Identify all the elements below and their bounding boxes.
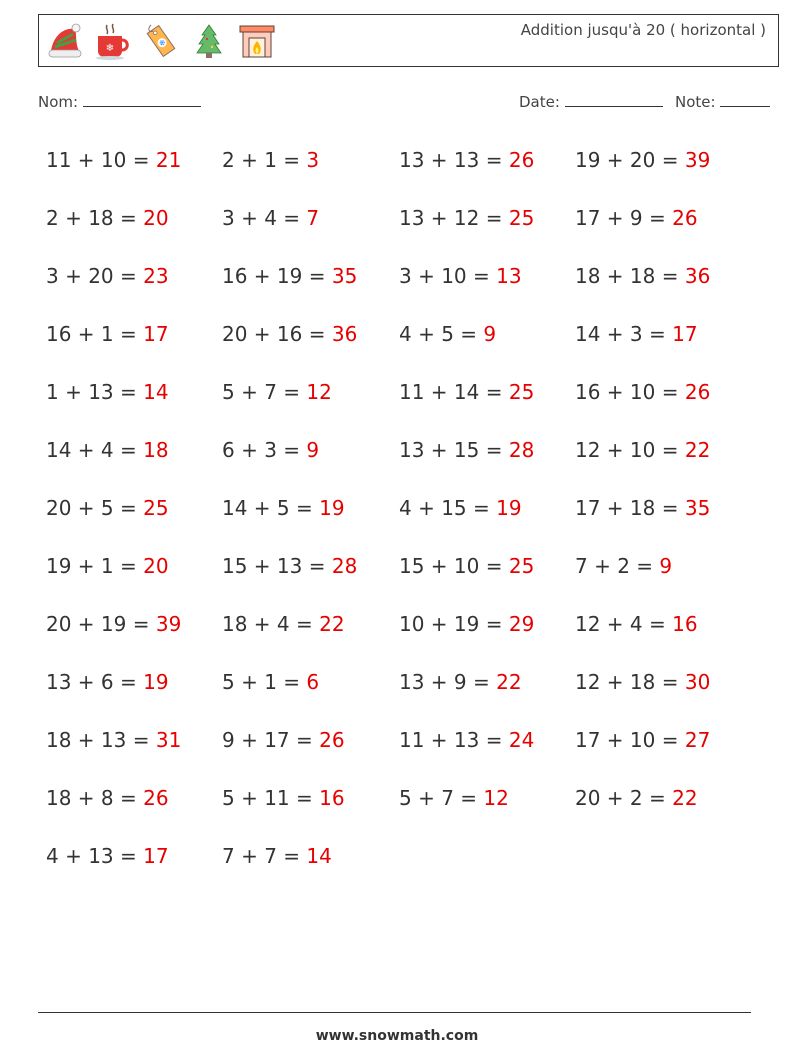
problem-answer: 39	[684, 148, 711, 172]
problem-question: 20 + 2 =	[575, 786, 666, 810]
problem-item	[222, 554, 357, 578]
date-label: Date:	[519, 93, 560, 111]
problem-answer: 18	[143, 438, 169, 462]
problem-question: 11 + 13 =	[399, 728, 503, 752]
icon-strip	[45, 21, 277, 61]
problem-answer: 13	[496, 264, 522, 288]
problem-answer: 20	[143, 206, 169, 230]
problem-answer: 22	[496, 670, 522, 694]
worksheet-title: Addition jusqu'à 20 ( horizontal )	[520, 21, 766, 39]
problem-item	[399, 786, 509, 810]
problem-question: 3 + 10 =	[399, 264, 490, 288]
problem-answer: 14	[306, 844, 332, 868]
problem-answer: 19	[143, 670, 169, 694]
problem-item	[222, 844, 332, 868]
problem-item	[46, 670, 169, 694]
problem-question: 16 + 19 =	[222, 264, 326, 288]
problem-answer: 26	[672, 206, 698, 230]
gift-tag-icon	[141, 21, 181, 61]
problem-item	[399, 438, 534, 462]
problem-item	[222, 728, 345, 752]
problem-answer: 3	[306, 148, 320, 172]
problem-item	[399, 206, 534, 230]
problem-item	[46, 612, 181, 636]
problem-question: 4 + 13 =	[46, 844, 137, 868]
santa-hat-icon	[45, 21, 85, 61]
note-blank	[720, 92, 770, 107]
problem-question: 20 + 16 =	[222, 322, 326, 346]
problem-question: 16 + 1 =	[46, 322, 137, 346]
problem-item	[575, 496, 710, 520]
problem-item	[222, 670, 319, 694]
problem-question: 2 + 18 =	[46, 206, 137, 230]
hot-cocoa-mug-icon	[93, 21, 133, 61]
problem-item	[46, 322, 169, 346]
problem-question: 11 + 14 =	[399, 380, 503, 404]
problem-answer: 17	[143, 322, 169, 346]
problem-question: 5 + 11 =	[222, 786, 313, 810]
problem-question: 13 + 15 =	[399, 438, 503, 462]
problem-item	[399, 380, 534, 404]
problem-question: 4 + 5 =	[399, 322, 478, 346]
problem-question: 12 + 18 =	[575, 670, 679, 694]
problem-answer: 30	[684, 670, 711, 694]
problem-answer: 9	[659, 554, 673, 578]
problem-question: 1 + 13 =	[46, 380, 137, 404]
problem-item	[399, 728, 534, 752]
problem-question: 19 + 20 =	[575, 148, 679, 172]
svg-text:❄: ❄	[157, 37, 168, 49]
problem-answer: 36	[684, 264, 711, 288]
problem-question: 13 + 13 =	[399, 148, 503, 172]
problem-answer: 19	[496, 496, 522, 520]
problem-answer: 27	[684, 728, 711, 752]
problem-item	[46, 438, 169, 462]
problem-item	[399, 148, 534, 172]
name-label: Nom:	[38, 93, 79, 111]
problem-item	[575, 264, 710, 288]
problem-question: 15 + 13 =	[222, 554, 326, 578]
problem-question: 5 + 7 =	[222, 380, 301, 404]
problem-item	[46, 496, 169, 520]
problem-item	[575, 786, 698, 810]
problem-item	[222, 612, 345, 636]
problem-question: 17 + 9 =	[575, 206, 666, 230]
problem-answer: 25	[508, 380, 535, 404]
problem-item	[222, 496, 345, 520]
problem-item	[575, 322, 698, 346]
note-label: Note:	[675, 93, 716, 111]
problem-answer: 9	[306, 438, 320, 462]
problem-question: 3 + 20 =	[46, 264, 137, 288]
problem-item	[575, 554, 672, 578]
problem-question: 6 + 3 =	[222, 438, 301, 462]
problem-answer: 12	[306, 380, 332, 404]
christmas-tree-icon	[189, 21, 229, 61]
problem-question: 5 + 7 =	[399, 786, 478, 810]
note-field	[675, 92, 770, 111]
fireplace-icon	[237, 21, 277, 61]
problem-answer: 9	[483, 322, 497, 346]
footer-website: www.snowmath.com	[315, 1028, 479, 1044]
problem-answer: 24	[508, 728, 535, 752]
date-field	[519, 92, 663, 111]
problem-question: 11 + 10 =	[46, 148, 150, 172]
problem-question: 18 + 4 =	[222, 612, 313, 636]
problem-item	[46, 554, 169, 578]
problem-answer: 31	[155, 728, 182, 752]
problem-item	[46, 148, 181, 172]
problem-question: 12 + 10 =	[575, 438, 679, 462]
problem-item	[575, 728, 710, 752]
problem-item	[222, 438, 319, 462]
problem-question: 13 + 12 =	[399, 206, 503, 230]
problem-question: 18 + 13 =	[46, 728, 150, 752]
problem-item	[46, 786, 169, 810]
problem-answer: 39	[155, 612, 182, 636]
problem-answer: 26	[319, 728, 345, 752]
problem-item	[575, 438, 710, 462]
problem-question: 18 + 8 =	[46, 786, 137, 810]
problem-answer: 25	[508, 554, 535, 578]
footer-divider	[38, 1012, 751, 1013]
problem-answer: 25	[143, 496, 169, 520]
problem-answer: 35	[331, 264, 358, 288]
problem-question: 14 + 3 =	[575, 322, 666, 346]
problem-answer: 28	[508, 438, 535, 462]
problem-item	[399, 670, 522, 694]
problem-item	[222, 786, 345, 810]
problem-question: 5 + 1 =	[222, 670, 301, 694]
problem-question: 7 + 2 =	[575, 554, 654, 578]
problem-item	[46, 264, 169, 288]
problem-item	[399, 496, 522, 520]
problem-question: 17 + 18 =	[575, 496, 679, 520]
problem-answer: 26	[143, 786, 169, 810]
problem-question: 13 + 9 =	[399, 670, 490, 694]
problem-answer: 26	[684, 380, 711, 404]
problem-answer: 28	[331, 554, 358, 578]
problem-item	[399, 554, 534, 578]
problem-question: 18 + 18 =	[575, 264, 679, 288]
problem-question: 10 + 19 =	[399, 612, 503, 636]
problem-question: 15 + 10 =	[399, 554, 503, 578]
problem-answer: 22	[319, 612, 345, 636]
problem-answer: 6	[306, 670, 320, 694]
svg-text:❄: ❄	[105, 43, 115, 54]
problem-item	[46, 728, 181, 752]
problem-item	[222, 264, 357, 288]
problem-answer: 29	[508, 612, 535, 636]
problem-question: 20 + 5 =	[46, 496, 137, 520]
problem-question: 2 + 1 =	[222, 148, 301, 172]
problem-question: 17 + 10 =	[575, 728, 679, 752]
problem-question: 12 + 4 =	[575, 612, 666, 636]
problem-answer: 26	[508, 148, 535, 172]
problem-answer: 7	[306, 206, 320, 230]
problem-answer: 25	[508, 206, 535, 230]
problem-item	[575, 612, 698, 636]
problem-item	[399, 264, 522, 288]
problem-answer: 14	[143, 380, 169, 404]
problem-question: 19 + 1 =	[46, 554, 137, 578]
name-blank	[83, 92, 201, 107]
problem-item	[399, 612, 534, 636]
problem-item	[222, 380, 332, 404]
date-blank	[565, 92, 663, 107]
problem-question: 16 + 10 =	[575, 380, 679, 404]
problem-item	[575, 380, 710, 404]
problem-question: 14 + 5 =	[222, 496, 313, 520]
problem-item	[222, 322, 357, 346]
problem-question: 20 + 19 =	[46, 612, 150, 636]
problem-question: 3 + 4 =	[222, 206, 301, 230]
problem-answer: 16	[319, 786, 345, 810]
problem-answer: 36	[331, 322, 358, 346]
problem-item	[575, 148, 710, 172]
problem-answer: 22	[672, 786, 698, 810]
problem-answer: 21	[155, 148, 182, 172]
problem-answer: 20	[143, 554, 169, 578]
problem-item	[46, 206, 169, 230]
problem-item	[46, 380, 169, 404]
problem-answer: 35	[684, 496, 711, 520]
problem-question: 9 + 17 =	[222, 728, 313, 752]
problem-answer: 17	[672, 322, 698, 346]
problem-question: 4 + 15 =	[399, 496, 490, 520]
header-box	[38, 14, 779, 67]
problem-item	[575, 670, 710, 694]
problem-answer: 16	[672, 612, 698, 636]
problem-item	[399, 322, 496, 346]
name-field	[38, 92, 201, 111]
problem-answer: 17	[143, 844, 169, 868]
problem-question: 7 + 7 =	[222, 844, 301, 868]
problem-question: 13 + 6 =	[46, 670, 137, 694]
problem-item	[575, 206, 698, 230]
problem-item	[222, 206, 319, 230]
problem-answer: 12	[483, 786, 509, 810]
problem-answer: 23	[143, 264, 169, 288]
problem-question: 14 + 4 =	[46, 438, 137, 462]
problem-item	[46, 844, 169, 868]
problem-answer: 19	[319, 496, 345, 520]
problem-answer: 22	[684, 438, 711, 462]
problem-item	[222, 148, 319, 172]
